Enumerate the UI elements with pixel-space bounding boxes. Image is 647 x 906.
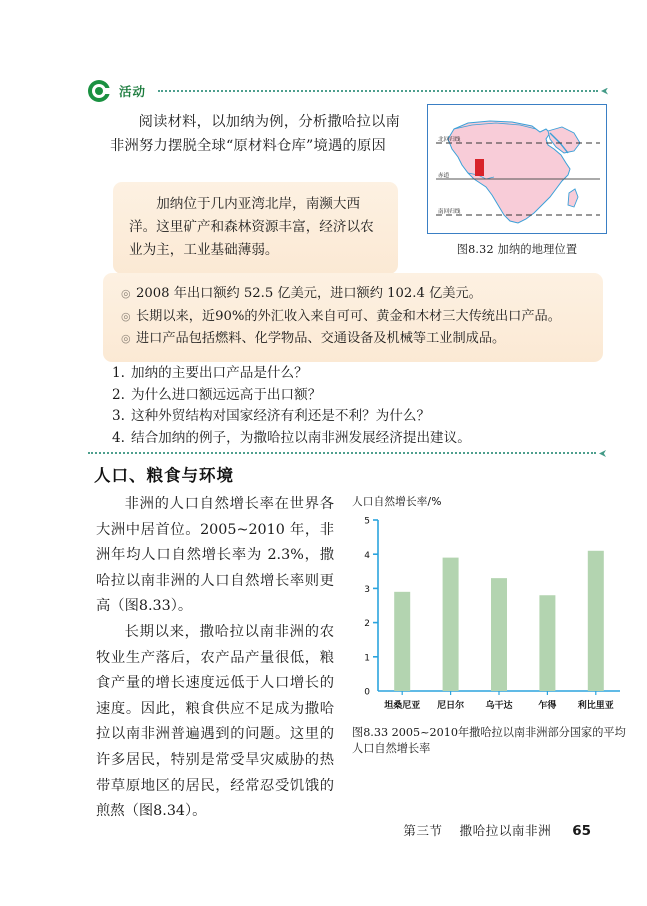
svg-text:0: 0 xyxy=(364,687,370,698)
question-item xyxy=(112,406,532,428)
section-rule-end-icon xyxy=(599,450,606,457)
page-footer xyxy=(0,820,647,839)
svg-text:北回归线: 北回归线 xyxy=(438,137,461,143)
svg-text:赤道: 赤道 xyxy=(438,173,450,179)
svg-text:2: 2 xyxy=(364,619,370,630)
chart-y-axis-label: 人口自然增长率/% xyxy=(352,496,442,508)
bullet-icon: ◎ xyxy=(121,287,131,300)
section-body xyxy=(96,492,334,825)
activity-label: 活动 xyxy=(119,84,147,99)
chart-caption: 图8.33 2005~2010年撒哈拉以南非洲部分国家的平均人口自然增长率 xyxy=(352,726,626,755)
fact-item xyxy=(121,306,585,329)
question-list xyxy=(112,363,532,449)
fact-item xyxy=(121,328,585,351)
material-quote-text: 加纳位于几内亚湾北岸，南濒大西洋。这里矿产和森林资源丰富，经济以农业为主，工业基础薄弱。 xyxy=(129,196,374,258)
header-rule-end-icon xyxy=(601,88,608,95)
material-facts-box xyxy=(103,273,603,362)
svg-text:尼日尔: 尼日尔 xyxy=(437,701,465,711)
africa-map xyxy=(427,104,607,234)
section-heading: 人口、粮食与环境 xyxy=(94,466,234,485)
activity-circle-icon xyxy=(88,80,110,102)
question-text: 加纳的主要出口产品是什么？ xyxy=(131,365,308,381)
question-text: 结合加纳的例子，为撒哈拉以南非洲发展经济提出建议。 xyxy=(131,429,471,446)
bar-chart xyxy=(352,512,628,717)
svg-text:利比里亚: 利比里亚 xyxy=(577,701,614,711)
question-item xyxy=(112,385,532,407)
footer-section-name: 撒哈拉以南非洲 xyxy=(459,823,552,838)
fact-text: 进口产品包括燃料、化学物品、交通设备及机械等工业制成品。 xyxy=(136,331,506,346)
footer-section-number: 第三节 xyxy=(403,823,443,838)
paragraph: 非洲的人口自然增长率在世界各大洲中居首位。2005~2010 年，非洲年均人口自然增长率为 2.3%，撒哈拉以南非洲的人口自然增长率则更高（图8.33）。 xyxy=(96,496,334,615)
question-text: 为什么进口额远远高于出口额？ xyxy=(131,386,322,403)
section-divider xyxy=(88,450,606,457)
fact-text: 2008 年出口额约 52.5 亿美元，进口额约 102.4 亿美元。 xyxy=(136,286,482,301)
activity-intro-text: 阅读材料，以加纳为例，分析撒哈拉以南非洲努力摆脱全球“原材料仓库”境遇的原因 xyxy=(110,114,400,154)
svg-text:3: 3 xyxy=(364,585,370,595)
svg-text:南回归线: 南回归线 xyxy=(438,209,461,215)
fact-item xyxy=(121,283,585,306)
fact-text: 长期以来，近90%的外汇收入来自可可、黄金和木材三大传统出口产品。 xyxy=(136,308,561,324)
page-number: 65 xyxy=(572,823,591,839)
svg-text:乍得: 乍得 xyxy=(538,701,557,711)
question-item xyxy=(112,428,532,450)
paragraph: 长期以来，撒哈拉以南非洲的农牧业生产落后，农产品产量很低，粮食产量的增长速度远低于人口增长的速度。因此，粮食供应不足成为撒哈拉以南非洲普遍遇到的问题。这里的许多居民，特别是常受旱灾威胁的热带草原地区的居民，经常忍受饥饿的煎熬（图8.34）。 xyxy=(96,623,334,820)
svg-text:4: 4 xyxy=(364,550,370,561)
section-dotted-rule xyxy=(88,452,596,455)
material-quote-box xyxy=(113,182,398,274)
svg-text:坦桑尼亚: 坦桑尼亚 xyxy=(384,701,421,711)
question-number: 4. xyxy=(112,429,125,446)
header-dotted-rule xyxy=(158,90,598,93)
chart-figure xyxy=(352,494,628,757)
question-item xyxy=(112,363,532,385)
activity-header xyxy=(88,78,608,104)
svg-text:1: 1 xyxy=(364,653,370,664)
map-figure xyxy=(427,104,607,257)
svg-text:5: 5 xyxy=(364,516,370,527)
map-caption: 图8.32 加纳的地理位置 xyxy=(456,243,578,256)
bullet-icon: ◎ xyxy=(121,309,131,323)
question-number: 3. xyxy=(112,408,125,424)
svg-text:乌干达: 乌干达 xyxy=(485,701,513,711)
question-number: 1. xyxy=(112,365,125,381)
question-number: 2. xyxy=(112,386,125,403)
question-text: 这种外贸结构对国家经济有利还是不利？为什么？ xyxy=(131,408,431,424)
bullet-icon: ◎ xyxy=(121,332,131,345)
